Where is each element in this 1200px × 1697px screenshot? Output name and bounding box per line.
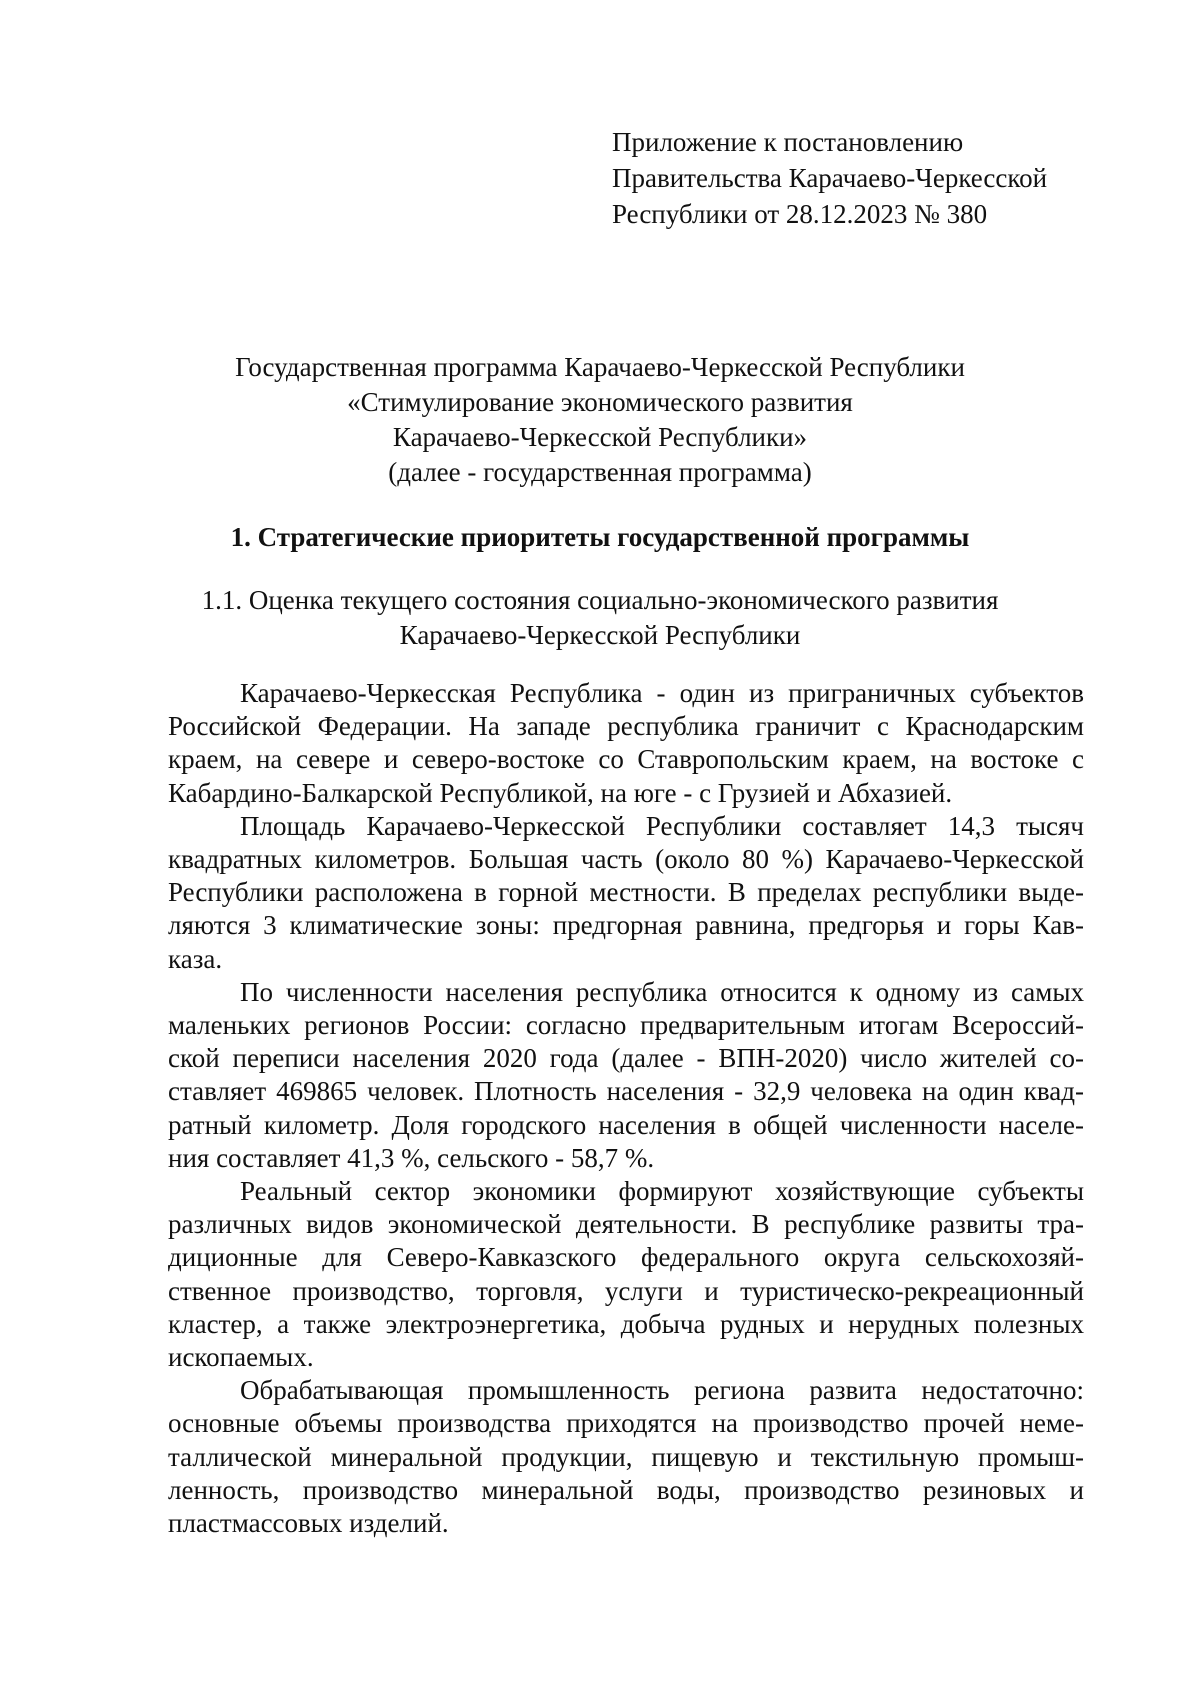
- program-title-line: Государственная программа Карачаево-Черкесской Республики: [235, 352, 965, 382]
- paragraph-line: ской переписи населения 2020 года (далее - ВПН-2020) число жителей со-: [168, 1043, 1084, 1074]
- paragraph-line: маленьких регионов России: согласно предварительным итогам Всероссий-: [168, 1010, 1084, 1041]
- subsection-heading-line: 1.1. Оценка текущего состояния социально-экономического развития: [201, 585, 999, 615]
- paragraph-line: пластмассовых изделий.: [168, 1508, 449, 1539]
- paragraph-line: ния составляет 41,3 %, сельского - 58,7 %.: [168, 1142, 655, 1173]
- paragraph-line: Реальный сектор экономики формируют хозяйствующие субъекты: [240, 1176, 1084, 1207]
- appendix-line: Правительства Карачаево-Черкесской: [612, 163, 1048, 193]
- paragraph-line: различных видов экономической деятельности. В республике развиты тра-: [168, 1209, 1084, 1240]
- program-title-line: Карачаево-Черкесской Республики»: [392, 422, 808, 452]
- appendix-note: [612, 124, 1047, 232]
- paragraph-area: [168, 810, 1084, 976]
- appendix-line: Приложение к постановлению: [612, 127, 964, 157]
- paragraph-line: каза.: [168, 943, 223, 974]
- paragraph-line: По численности населения республика относится к одному из самых: [240, 976, 1084, 1007]
- paragraph-borders: [168, 677, 1084, 810]
- paragraph-line: квадратных километров. Большая часть (около 80 %) Карачаево-Черкесской: [168, 844, 1084, 875]
- paragraph-line: ископаемых.: [168, 1342, 314, 1373]
- appendix-line: Республики от 28.12.2023 № 380: [612, 199, 988, 229]
- paragraph-line: Карачаево-Черкесская Республика - один из приграничных субъектов: [240, 678, 1084, 708]
- subsection-heading: [120, 583, 1080, 653]
- paragraph-line: Площадь Карачаево-Черкесской Республики составляет 14,3 тысяч: [240, 810, 1084, 841]
- paragraph-line: ляются 3 климатические зоны: предгорная равнина, предгорья и горы Кав-: [168, 910, 1084, 941]
- paragraph-line: основные объемы производства приходятся на производство прочей неме-: [168, 1408, 1084, 1439]
- program-title: [120, 350, 1080, 490]
- paragraph-line: диционные для Северо-Кавказского федерального округа сельскохозяй-: [168, 1242, 1084, 1273]
- paragraph-line: Кабардино-Балкарской Республикой, на юге - с Грузией и Абхазией.: [168, 777, 953, 808]
- subsection-heading-line: Карачаево-Черкесской Республики: [399, 620, 801, 650]
- body-text: [168, 677, 1084, 1540]
- paragraph-population: [168, 976, 1084, 1175]
- paragraph-line: ставляет 469865 человек. Плотность населения - 32,9 человека на один квад-: [168, 1076, 1084, 1107]
- paragraph-line: ратный километр. Доля городского населения в общей численности населе-: [168, 1109, 1084, 1140]
- paragraph-line: таллической минеральной продукции, пищевую и текстильную промыш-: [168, 1441, 1084, 1472]
- paragraph-line: ленность, производство минеральной воды, производство резиновых и: [168, 1474, 1084, 1505]
- section-heading: 1. Стратегические приоритеты государственной программы: [230, 522, 970, 552]
- program-title-line: «Стимулирование экономического развития: [347, 387, 853, 417]
- paragraph-manufacturing: [168, 1374, 1084, 1540]
- paragraph-line: Обрабатывающая промышленность региона развита недостаточно:: [240, 1375, 1084, 1406]
- paragraph-line: ственное производство, торговля, услуги и туристическо-рекреационный: [168, 1275, 1084, 1306]
- program-title-line: (далее - государственная программа): [388, 457, 812, 487]
- paragraph-line: Республики расположена в горной местности. В пределах республики выде-: [168, 877, 1084, 908]
- paragraph-line: Российской Федерации. На западе республика граничит с Краснодарским: [168, 711, 1084, 742]
- paragraph-line: краем, на севере и северо-востоке со Ставропольским краем, на востоке с: [168, 744, 1084, 775]
- paragraph-line: кластер, а также электроэнергетика, добыча рудных и нерудных полезных: [168, 1308, 1084, 1339]
- paragraph-real-sector: [168, 1175, 1084, 1374]
